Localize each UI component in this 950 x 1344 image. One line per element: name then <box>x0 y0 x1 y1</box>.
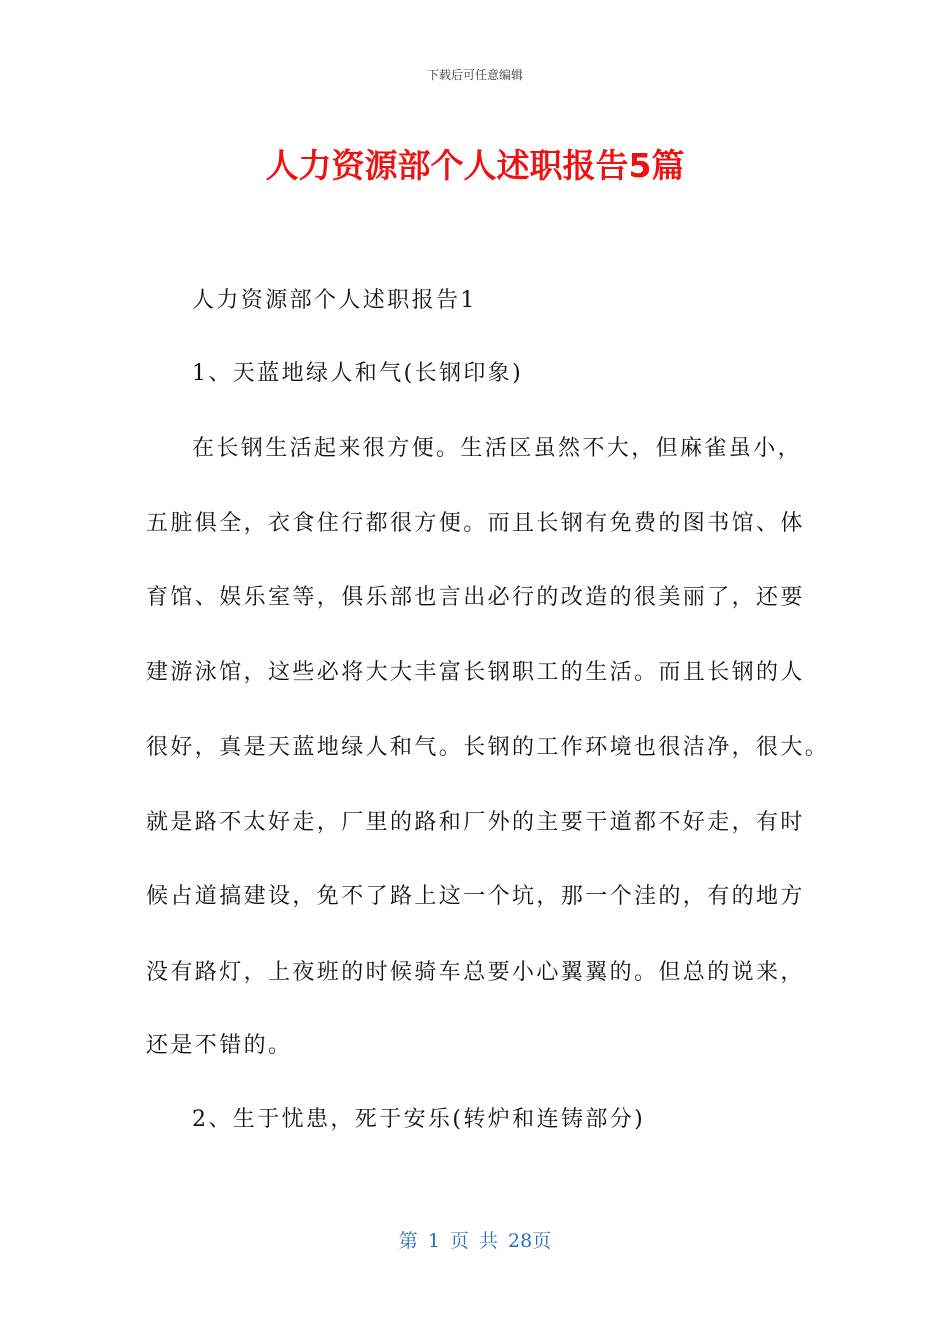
header-note: 下载后可任意编辑 <box>426 68 523 82</box>
paragraph-line: 育馆、娱乐室等，俱乐部也言出必行的改造的很美丽了，还要 <box>146 585 805 610</box>
paragraph-line: 建游泳馆，这些必将大大丰富长钢职工的生活。而且长钢的人 <box>146 660 805 685</box>
page-number: 第 1 页 共 28页 <box>398 1230 552 1252</box>
section-heading: 人力资源部个人述职报告1 <box>192 288 477 313</box>
document-title: 人力资源部个人述职报告5篇 <box>265 146 685 185</box>
paragraph-line: 就是路不太好走，厂里的路和厂外的主要干道都不好走，有时 <box>146 810 805 835</box>
paragraph-line: 五脏俱全，衣食住行都很方便。而且长钢有免费的图书馆、体 <box>146 511 805 536</box>
paragraph-line: 很好，真是天蓝地绿人和气。长钢的工作环境也很洁净，很大。 <box>146 735 830 760</box>
paragraph-line: 候占道搞建设，免不了路上这一个坑，那一个洼的，有的地方 <box>146 884 805 909</box>
paragraph-line: 在长钢生活起来很方便。生活区虽然不大，但麻雀虽小， <box>192 436 803 461</box>
subsection-heading: 1、天蓝地绿人和气(长钢印象) <box>192 361 524 386</box>
paragraph-line: 还是不错的。 <box>146 1033 293 1058</box>
subsection-heading: 2、生于忧患，死于安乐(转炉和连铸部分) <box>192 1107 646 1132</box>
paragraph-line: 没有路灯，上夜班的时候骑车总要小心翼翼的。但总的说来， <box>146 960 805 985</box>
